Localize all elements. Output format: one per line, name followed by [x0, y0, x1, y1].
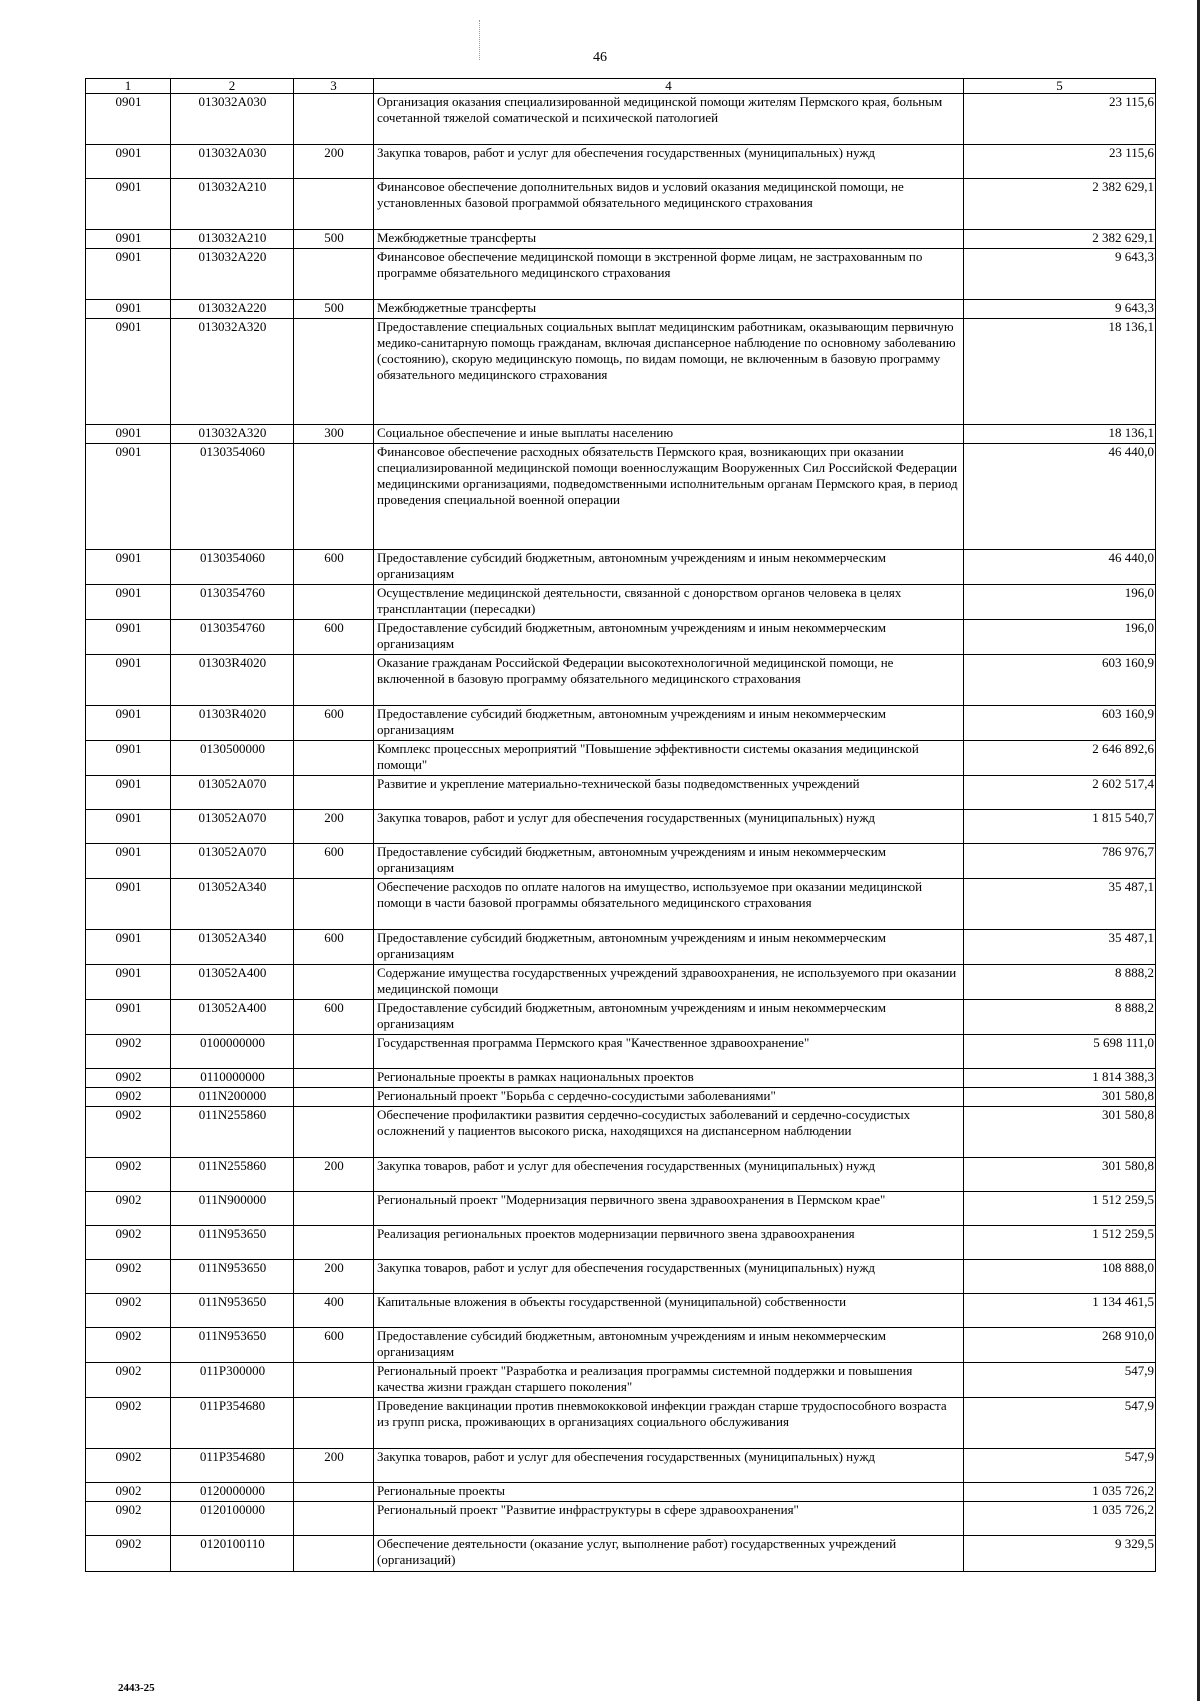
cell-c1: 0902: [86, 1226, 171, 1260]
page-number: 46: [593, 50, 607, 65]
cell-c4: Региональный проект "Разработка и реализация программы системной поддержки и повышения качества жизни граждан старшего поколения": [374, 1363, 964, 1398]
cell-c1: 0902: [86, 1192, 171, 1226]
cell-c3: [294, 741, 374, 776]
cell-c4: Закупка товаров, работ и услуг для обеспечения государственных (муниципальных) нужд: [374, 145, 964, 179]
cell-c5: 301 580,8: [964, 1088, 1156, 1107]
cell-c2: 013052A400: [171, 965, 294, 1000]
cell-c4: Комплекс процессных мероприятий "Повышение эффективности системы оказания медицинской помощи": [374, 741, 964, 776]
cell-c2: 013032A030: [171, 94, 294, 145]
table-row: [86, 319, 1156, 425]
table-row: [86, 1107, 1156, 1158]
cell-c2: 011P300000: [171, 1363, 294, 1398]
cell-c5: 35 487,1: [964, 930, 1156, 965]
cell-c5: 2 602 517,4: [964, 776, 1156, 810]
cell-c2: 013032A320: [171, 425, 294, 444]
cell-c5: 603 160,9: [964, 706, 1156, 741]
table-row: [86, 300, 1156, 319]
cell-c1: 0902: [86, 1536, 171, 1572]
cell-c2: 0130354060: [171, 550, 294, 585]
table-row: [86, 1536, 1156, 1572]
cell-c5: 18 136,1: [964, 319, 1156, 425]
cell-c4: Финансовое обеспечение расходных обязательств Пермского края, возникающих при оказании специализированной медицинской помощи военнослужащим Вооруженных Сил Российской Федерации медицинскими организациями, подведомственными исполнительным органам Пермского края, в период проведения специальной военной операции: [374, 444, 964, 550]
cell-c5: 547,9: [964, 1363, 1156, 1398]
cell-c2: 0130354760: [171, 620, 294, 655]
cell-c5: 301 580,8: [964, 1107, 1156, 1158]
cell-c4: Закупка товаров, работ и услуг для обеспечения государственных (муниципальных) нужд: [374, 1449, 964, 1483]
table-body: [86, 94, 1156, 1572]
table-row: [86, 1226, 1156, 1260]
cell-c1: 0901: [86, 550, 171, 585]
cell-c2: 011N953650: [171, 1328, 294, 1363]
table-row: [86, 776, 1156, 810]
cell-c3: [294, 1035, 374, 1069]
table-row: [86, 1449, 1156, 1483]
cell-c4: Реализация региональных проектов модернизации первичного звена здравоохранения: [374, 1226, 964, 1260]
cell-c5: 196,0: [964, 585, 1156, 620]
cell-c3: [294, 1483, 374, 1502]
cell-c4: Организация оказания специализированной медицинской помощи жителям Пермского края, больным сочетанной тяжелой соматической и психической патологией: [374, 94, 964, 145]
table-row: [86, 94, 1156, 145]
table-row: [86, 741, 1156, 776]
table-row: [86, 1158, 1156, 1192]
cell-c4: Оказание гражданам Российской Федерации высокотехнологичной медицинской помощи, не включенной в базовую программу обязательного медицинского страхования: [374, 655, 964, 706]
cell-c2: 013052A340: [171, 879, 294, 930]
table-row: [86, 706, 1156, 741]
cell-c5: 1 512 259,5: [964, 1226, 1156, 1260]
cell-c5: 2 382 629,1: [964, 230, 1156, 249]
table-row: [86, 1328, 1156, 1363]
cell-c1: 0901: [86, 620, 171, 655]
cell-c4: Предоставление субсидий бюджетным, автономным учреждениям и иным некоммерческим организациям: [374, 1328, 964, 1363]
cell-c4: Капитальные вложения в объекты государственной (муниципальной) собственности: [374, 1294, 964, 1328]
cell-c2: 013052A400: [171, 1000, 294, 1035]
cell-c2: 013052A070: [171, 844, 294, 879]
cell-c4: Предоставление субсидий бюджетным, автономным учреждениям и иным некоммерческим организациям: [374, 620, 964, 655]
cell-c3: 500: [294, 300, 374, 319]
cell-c3: [294, 1069, 374, 1088]
cell-c3: [294, 879, 374, 930]
cell-c4: Предоставление субсидий бюджетным, автономным учреждениям и иным некоммерческим организациям: [374, 550, 964, 585]
table-row: [86, 550, 1156, 585]
cell-c3: 600: [294, 550, 374, 585]
cell-c5: 1 035 726,2: [964, 1483, 1156, 1502]
cell-c1: 0901: [86, 249, 171, 300]
cell-c2: 0110000000: [171, 1069, 294, 1088]
cell-c4: Социальное обеспечение и иные выплаты населению: [374, 425, 964, 444]
cell-c3: [294, 965, 374, 1000]
cell-c5: 8 888,2: [964, 965, 1156, 1000]
cell-c3: 200: [294, 1260, 374, 1294]
cell-c1: 0902: [86, 1483, 171, 1502]
col-header-5: 5: [964, 79, 1156, 94]
cell-c3: 600: [294, 620, 374, 655]
cell-c2: 013052A070: [171, 776, 294, 810]
cell-c5: 9 329,5: [964, 1536, 1156, 1572]
cell-c4: Предоставление субсидий бюджетным, автономным учреждениям и иным некоммерческим организациям: [374, 844, 964, 879]
table-row: [86, 1000, 1156, 1035]
cell-c3: 400: [294, 1294, 374, 1328]
cell-c5: 1 134 461,5: [964, 1294, 1156, 1328]
cell-c5: 547,9: [964, 1449, 1156, 1483]
cell-c3: [294, 1502, 374, 1536]
table-row: [86, 1088, 1156, 1107]
cell-c5: 23 115,6: [964, 94, 1156, 145]
table-row: [86, 444, 1156, 550]
cell-c3: [294, 1088, 374, 1107]
cell-c1: 0901: [86, 655, 171, 706]
cell-c4: Региональные проекты: [374, 1483, 964, 1502]
table-row: [86, 249, 1156, 300]
cell-c5: 23 115,6: [964, 145, 1156, 179]
cell-c1: 0901: [86, 810, 171, 844]
cell-c2: 0120100110: [171, 1536, 294, 1572]
cell-c2: 01303R4020: [171, 655, 294, 706]
cell-c1: 0902: [86, 1158, 171, 1192]
cell-c4: Обеспечение деятельности (оказание услуг, выполнение работ) государственных учреждений (организаций): [374, 1536, 964, 1572]
document-code: 2443-25: [118, 1682, 155, 1694]
cell-c5: 18 136,1: [964, 425, 1156, 444]
cell-c2: 0120000000: [171, 1483, 294, 1502]
cell-c2: 013032A030: [171, 145, 294, 179]
cell-c3: [294, 1192, 374, 1226]
cell-c5: 108 888,0: [964, 1260, 1156, 1294]
cell-c1: 0902: [86, 1107, 171, 1158]
cell-c1: 0901: [86, 94, 171, 145]
cell-c2: 011N255860: [171, 1107, 294, 1158]
table-row: [86, 1069, 1156, 1088]
table-row: [86, 1363, 1156, 1398]
cell-c5: 603 160,9: [964, 655, 1156, 706]
table-row: [86, 879, 1156, 930]
cell-c1: 0902: [86, 1088, 171, 1107]
cell-c1: 0901: [86, 425, 171, 444]
cell-c2: 011P354680: [171, 1398, 294, 1449]
cell-c1: 0902: [86, 1363, 171, 1398]
table-row: [86, 620, 1156, 655]
cell-c1: 0901: [86, 230, 171, 249]
cell-c3: [294, 1226, 374, 1260]
cell-c4: Предоставление субсидий бюджетным, автономным учреждениям и иным некоммерческим организациям: [374, 706, 964, 741]
cell-c2: 011P354680: [171, 1449, 294, 1483]
cell-c3: 200: [294, 1158, 374, 1192]
cell-c2: 0130354760: [171, 585, 294, 620]
cell-c1: 0902: [86, 1069, 171, 1088]
cell-c3: 500: [294, 230, 374, 249]
table-row: [86, 145, 1156, 179]
cell-c5: 2 646 892,6: [964, 741, 1156, 776]
table-row: [86, 655, 1156, 706]
cell-c4: Предоставление специальных социальных выплат медицинским работникам, оказывающим первичную медико-санитарную помощь гражданам, включая диспансерное наблюдение по основному заболеванию (состоянию), скорую медицинскую помощь, по видам помощи, не включенным в базовую программу обязательного медицинского страхования: [374, 319, 964, 425]
cell-c4: Региональный проект "Развитие инфраструктуры в сфере здравоохранения": [374, 1502, 964, 1536]
cell-c3: [294, 179, 374, 230]
table-row: [86, 230, 1156, 249]
cell-c2: 011N953650: [171, 1294, 294, 1328]
cell-c1: 0901: [86, 300, 171, 319]
cell-c1: 0901: [86, 741, 171, 776]
cell-c3: [294, 585, 374, 620]
cell-c5: 547,9: [964, 1398, 1156, 1449]
cell-c3: 200: [294, 1449, 374, 1483]
cell-c1: 0902: [86, 1294, 171, 1328]
cell-c5: 8 888,2: [964, 1000, 1156, 1035]
cell-c4: Содержание имущества государственных учреждений здравоохранения, не используемого при оказании медицинской помощи: [374, 965, 964, 1000]
cell-c4: Обеспечение расходов по оплате налогов на имущество, используемое при оказании медицинской помощи в части базовой программы обязательного медицинского страхования: [374, 879, 964, 930]
cell-c4: Предоставление субсидий бюджетным, автономным учреждениям и иным некоммерческим организациям: [374, 1000, 964, 1035]
cell-c4: Государственная программа Пермского края "Качественное здравоохранение": [374, 1035, 964, 1069]
cell-c5: 1 815 540,7: [964, 810, 1156, 844]
cell-c5: 2 382 629,1: [964, 179, 1156, 230]
cell-c1: 0902: [86, 1398, 171, 1449]
table-row: [86, 1294, 1156, 1328]
budget-table: [85, 78, 1156, 1572]
cell-c3: 600: [294, 930, 374, 965]
cell-c5: 46 440,0: [964, 550, 1156, 585]
cell-c5: 9 643,3: [964, 300, 1156, 319]
cell-c3: [294, 1363, 374, 1398]
cell-c1: 0902: [86, 1449, 171, 1483]
table-row: [86, 965, 1156, 1000]
cell-c4: Финансовое обеспечение медицинской помощи в экстренной форме лицам, не застрахованным по программе обязательного медицинского страхования: [374, 249, 964, 300]
cell-c2: 013032A210: [171, 230, 294, 249]
cell-c5: 5 698 111,0: [964, 1035, 1156, 1069]
cell-c3: [294, 1398, 374, 1449]
cell-c5: 1 512 259,5: [964, 1192, 1156, 1226]
cell-c1: 0901: [86, 930, 171, 965]
cell-c1: 0901: [86, 1000, 171, 1035]
table-row: [86, 930, 1156, 965]
cell-c5: 9 643,3: [964, 249, 1156, 300]
cell-c4: Закупка товаров, работ и услуг для обеспечения государственных (муниципальных) нужд: [374, 810, 964, 844]
cell-c1: 0902: [86, 1502, 171, 1536]
col-header-1: 1: [86, 79, 171, 94]
cell-c4: Закупка товаров, работ и услуг для обеспечения государственных (муниципальных) нужд: [374, 1260, 964, 1294]
cell-c3: [294, 94, 374, 145]
cell-c2: 013032A210: [171, 179, 294, 230]
cell-c3: 600: [294, 706, 374, 741]
table-row: [86, 810, 1156, 844]
cell-c3: 600: [294, 1328, 374, 1363]
cell-c1: 0902: [86, 1035, 171, 1069]
cell-c2: 0120100000: [171, 1502, 294, 1536]
cell-c4: Межбюджетные трансферты: [374, 300, 964, 319]
cell-c2: 011N953650: [171, 1226, 294, 1260]
cell-c3: 200: [294, 145, 374, 179]
cell-c3: 300: [294, 425, 374, 444]
cell-c5: 46 440,0: [964, 444, 1156, 550]
cell-c2: 011N900000: [171, 1192, 294, 1226]
cell-c5: 301 580,8: [964, 1158, 1156, 1192]
cell-c1: 0901: [86, 706, 171, 741]
cell-c2: 013032A220: [171, 249, 294, 300]
cell-c1: 0901: [86, 776, 171, 810]
cell-c2: 011N953650: [171, 1260, 294, 1294]
cell-c2: 01303R4020: [171, 706, 294, 741]
table-row: [86, 1192, 1156, 1226]
cell-c2: 011N200000: [171, 1088, 294, 1107]
cell-c2: 011N255860: [171, 1158, 294, 1192]
cell-c4: Осуществление медицинской деятельности, связанной с донорством органов человека в целях трансплантации (пересадки): [374, 585, 964, 620]
cell-c1: 0901: [86, 444, 171, 550]
cell-c3: [294, 249, 374, 300]
cell-c1: 0902: [86, 1328, 171, 1363]
cell-c4: Региональный проект "Борьба с сердечно-сосудистыми заболеваниями": [374, 1088, 964, 1107]
col-header-4: 4: [374, 79, 964, 94]
table-row: [86, 1260, 1156, 1294]
cell-c3: [294, 444, 374, 550]
cell-c2: 013052A340: [171, 930, 294, 965]
cell-c3: [294, 1107, 374, 1158]
table-row: [86, 1483, 1156, 1502]
cell-c1: 0902: [86, 1260, 171, 1294]
table-row: [86, 1035, 1156, 1069]
cell-c1: 0901: [86, 965, 171, 1000]
cell-c1: 0901: [86, 319, 171, 425]
cell-c3: 600: [294, 844, 374, 879]
cell-c5: 1 035 726,2: [964, 1502, 1156, 1536]
cell-c3: [294, 319, 374, 425]
cell-c2: 0130500000: [171, 741, 294, 776]
table-row: [86, 585, 1156, 620]
cell-c5: 1 814 388,3: [964, 1069, 1156, 1088]
cell-c3: 600: [294, 1000, 374, 1035]
cell-c4: Финансовое обеспечение дополнительных видов и условий оказания медицинской помощи, не установленных базовой программой обязательного медицинского страхования: [374, 179, 964, 230]
cell-c3: 200: [294, 810, 374, 844]
cell-c5: 268 910,0: [964, 1328, 1156, 1363]
cell-c2: 0100000000: [171, 1035, 294, 1069]
cell-c5: 786 976,7: [964, 844, 1156, 879]
table-row: [86, 844, 1156, 879]
cell-c2: 013032A220: [171, 300, 294, 319]
cell-c3: [294, 655, 374, 706]
cell-c1: 0901: [86, 179, 171, 230]
cell-c3: [294, 776, 374, 810]
table-row: [86, 425, 1156, 444]
cell-c4: Региональный проект "Модернизация первичного звена здравоохранения в Пермском крае": [374, 1192, 964, 1226]
col-header-3: 3: [294, 79, 374, 94]
table-row: [86, 1398, 1156, 1449]
cell-c4: Обеспечение профилактики развития сердечно-сосудистых заболеваний и сердечно-сосудистых осложнений у пациентов высокого риска, находящихся на диспансерном наблюдении: [374, 1107, 964, 1158]
cell-c1: 0901: [86, 879, 171, 930]
cell-c5: 196,0: [964, 620, 1156, 655]
cell-c2: 013052A070: [171, 810, 294, 844]
cell-c4: Развитие и укрепление материально-технической базы подведомственных учреждений: [374, 776, 964, 810]
col-header-2: 2: [171, 79, 294, 94]
table-row: [86, 1502, 1156, 1536]
cell-c1: 0901: [86, 585, 171, 620]
cell-c1: 0901: [86, 145, 171, 179]
cell-c2: 0130354060: [171, 444, 294, 550]
table-row: [86, 179, 1156, 230]
cell-c3: [294, 1536, 374, 1572]
cell-c4: Проведение вакцинации против пневмококковой инфекции граждан старше трудоспособного возраста из групп риска, проживающих в организациях социального обслуживания: [374, 1398, 964, 1449]
cell-c4: Закупка товаров, работ и услуг для обеспечения государственных (муниципальных) нужд: [374, 1158, 964, 1192]
cell-c4: Предоставление субсидий бюджетным, автономным учреждениям и иным некоммерческим организациям: [374, 930, 964, 965]
cell-c5: 35 487,1: [964, 879, 1156, 930]
cell-c2: 013032A320: [171, 319, 294, 425]
table-header-row: [86, 79, 1156, 94]
cell-c4: Региональные проекты в рамках национальных проектов: [374, 1069, 964, 1088]
cell-c4: Межбюджетные трансферты: [374, 230, 964, 249]
cell-c1: 0901: [86, 844, 171, 879]
